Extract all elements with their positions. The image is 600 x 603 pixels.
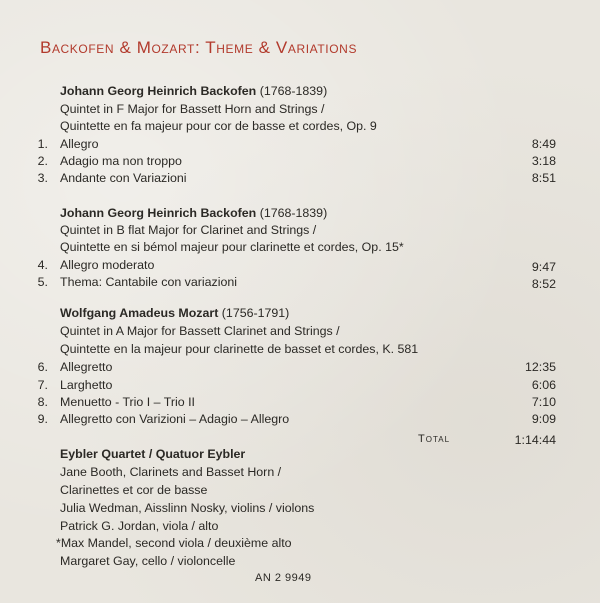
track-number: 2. [37,154,48,168]
performer-line: Margaret Gay, cello / violoncelle [60,554,236,568]
composer-heading [60,305,289,321]
performer-line: *Max Mandel, second viola / deuxième alto [56,536,292,550]
total-duration: 1:14:44 [514,433,556,447]
track-duration: 6:06 [531,378,556,392]
track-duration: 7:10 [531,395,556,409]
work-title-line: Quintette en fa majeur pour cor de basse et cordes, Op. 9 [60,119,377,133]
track-title: Allegro [60,137,99,151]
performer-line: Julia Wedman, Aisslinn Nosky, violins / violons [60,501,315,515]
work-title-line: Quintette en si bémol majeur pour clarinette et cordes, Op. 15* [60,240,404,254]
track-duration: 8:51 [531,171,556,185]
track-title: Larghetto [60,378,113,392]
performer-line: Clarinettes et cor de basse [60,483,208,497]
track-title: Allegretto [60,360,113,374]
composer-dates: (1768-1839) [259,206,328,220]
track-duration: 12:35 [524,360,556,374]
track-number: 3. [37,171,48,185]
page-title: Backofen & Mozart: Theme & Variations [40,38,358,57]
track-duration: 8:49 [531,137,556,151]
composer-heading [60,205,327,221]
track-title: Menuetto - Trio I – Trio II [60,395,195,409]
track-number: 1. [37,137,48,151]
track-number: 7. [37,378,48,392]
work-title-line: Quintet in B flat Major for Clarinet and Strings / [60,223,317,237]
performer-line: Patrick G. Jordan, viola / alto [60,519,219,533]
track-number: 4. [37,258,48,272]
composer-name: Johann Georg Heinrich Backofen [60,206,257,220]
work-title-line: Quintette en la majeur pour clarinette de basset et cordes, K. 581 [60,342,419,356]
composer-dates: (1756-1791) [221,306,290,320]
catalog-number: AN 2 9949 [255,572,312,584]
composer-name: Wolfgang Amadeus Mozart [60,306,219,320]
ensemble-name: Eybler Quartet / Quatuor Eybler [60,447,246,461]
track-number: 5. [37,275,48,289]
track-number: 6. [37,360,48,374]
work-title-line: Quintet in F Major for Bassett Horn and Strings / [60,102,325,116]
track-number: 8. [37,395,48,409]
composer-name: Johann Georg Heinrich Backofen [60,84,257,98]
track-title: Thema: Cantabile con variazioni [60,275,238,289]
track-number: 9. [37,412,48,426]
track-duration: 3:18 [531,154,556,168]
track-title: Allegro moderato [60,258,155,272]
track-duration: 9:47 [531,260,556,274]
track-title: Andante con Variazioni [60,171,187,185]
composer-dates: (1768-1839) [259,84,328,98]
work-title-line: Quintet in A Major for Bassett Clarinet and Strings / [60,324,340,338]
total-label: Total [418,433,451,445]
track-title: Adagio ma non troppo [60,154,182,168]
track-duration: 9:09 [531,412,556,426]
track-title: Allegretto con Varizioni – Adagio – Allegro [60,412,290,426]
performer-line: Jane Booth, Clarinets and Basset Horn / [60,465,282,479]
track-duration: 8:52 [531,277,556,291]
composer-heading [60,83,327,99]
